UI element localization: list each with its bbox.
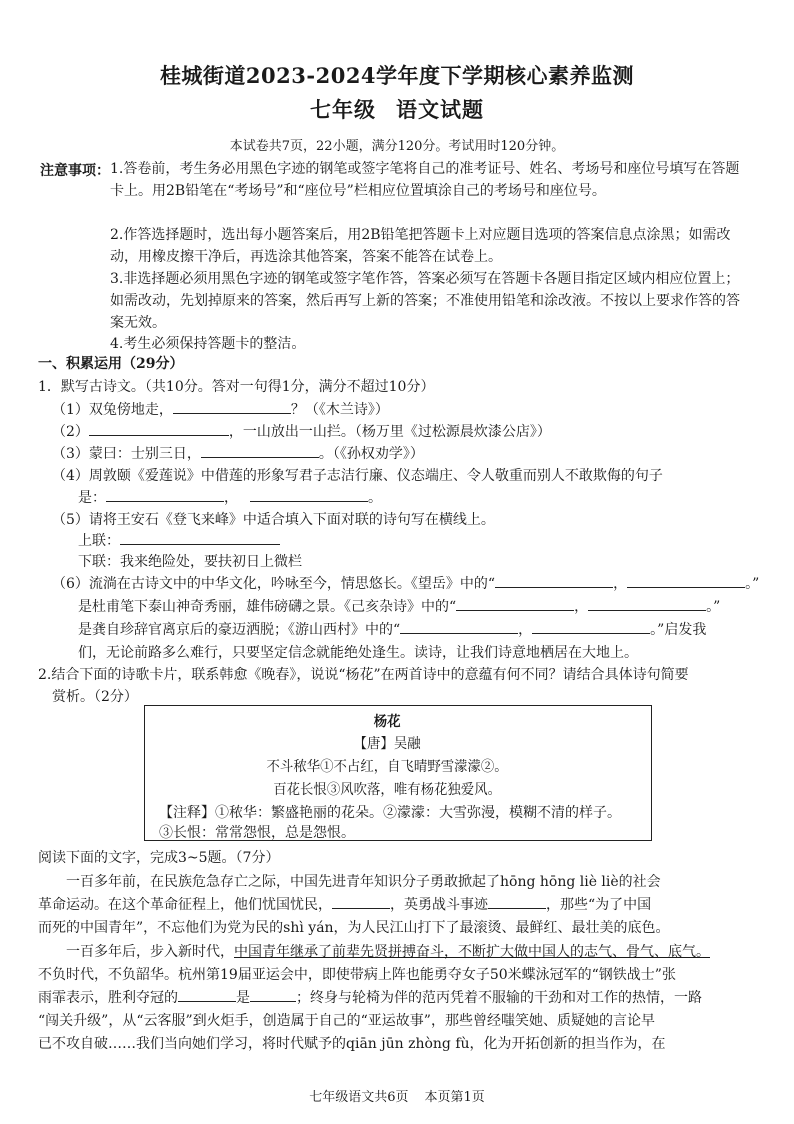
reading-text: ；终身与轮椅为伴的范丙凭着不服输的干劲和对工作的热情，一路 [296,990,702,1006]
q1-part6-text: 是龚自珍辞官离京后的豪迈洒脱；《游山西村》中的“ [78,622,401,638]
notice-item-3: 3.非选择题必须用黑色字迹的钢笔或签字笔作答，答案必须写在答题卡各题目指定区域内相应位置上；如需改动，先划掉原来的答案，然后再写上新的答案；不准使用铅笔和涂改液。不按以上要求作答的答案无效。 [110,271,740,331]
q1-part2-label: （2） [52,424,89,440]
poem-title: 杨花 [373,714,401,730]
page-footer [0,1086,794,1105]
reading-line-1: 一百多年前，在民族危急存亡之际，中国先进青年知识分子勇敢掀起了hōng hōng liè liè的社会 [66,874,661,890]
q1-part1 [52,400,389,420]
close-quote: 。” [745,576,760,592]
answer-blank[interactable] [532,620,650,634]
reading-line-2 [38,895,651,915]
q1-part6-text: 是杜甫笔下泰山神奇秀丽，雄伟磅礴之景。《己亥杂诗》中的“ [78,599,457,615]
comma: ， [574,599,589,615]
answer-blank[interactable] [173,400,291,414]
answer-blank[interactable] [106,488,224,502]
q1-part6-line4: 们，无论前路多么难行，只要坚定信念就能绝处逢生。读诗，让我们诗意地栖居在大地上。 [78,645,638,661]
comma: ， [613,576,628,592]
answer-blank[interactable] [488,895,546,909]
q1-part5-line1: （5）请将王安石《登飞来峰》中适合填入下面对联的诗句写在横线上。 [52,512,495,528]
upper-couplet-label: 上联： [78,533,120,549]
q1-part6-text: （6）流淌在古诗文中的中华文化，吟咏至今，情思悠长。《望岳》中的“ [52,576,496,592]
notice-item-2: 2.作答选择题时，选出每小题答案后，用2B铅笔把答题卡上对应题目选项的答案信息点涂黑；如需改动，用橡皮擦干净后，再选涂其他答案，答案不能答在试卷上。 [110,227,731,265]
q1-part6-line1 [52,574,759,594]
answer-blank[interactable] [588,597,706,611]
reading-line-5: 不负时代，不负韶华。杭州第19届亚运会中，即使带病上阵也能勇夺女子50米蝶泳冠军的“钢铁战士”张 [38,967,676,983]
answer-blank[interactable] [201,444,319,458]
q1-part4-label: 是： [78,490,106,506]
answer-blank[interactable] [178,988,236,1002]
footer-page-number: 本页第1页 [424,1090,485,1105]
answer-blank[interactable] [456,597,574,611]
section-1-title: 一、积累运用（29分） [38,356,184,372]
answer-blank[interactable] [120,531,280,545]
exam-title: 桂城街道2023-2024学年度下学期核心素养监测 [159,63,635,88]
q1-part1-source: ？（《木兰诗》） [290,402,389,418]
answer-blank[interactable] [495,574,613,588]
reading-line-3: 而死的中国青年”，不忘他们为党为民的shì yán，为人民江山打下了最滚烫、最鲜红、最壮美的底色。 [38,920,670,936]
reading-text: 革命运动。在这个革命征程上，他们忧国忧民， [38,897,332,913]
exam-meta: 本试卷共7页，22小题，满分120分。考试用时120分钟。 [229,139,565,154]
reading-text: 雨霏表示，胜利夺冠的 [38,990,178,1006]
notice-title: 注意事项： [40,163,110,179]
reading-line-4 [66,942,710,962]
grade-label: 七年级 [310,97,376,122]
q1-part2 [52,422,551,442]
poem-line-2: 百花长恨③风吹落，唯有杨花独爱风。 [273,782,502,798]
reading-line-7: “闯关升级”，从“云客服”到火炬手，创造属于自己的“亚运故事”，那些曾经嗤笑她、质疑她的言论早 [38,1013,655,1029]
exam-subtitle [0,94,794,124]
answer-blank[interactable] [332,895,390,909]
answer-blank[interactable] [89,422,229,436]
q1-part5-upper [78,531,280,551]
close-quote: 。”启发我 [650,622,707,638]
q1-part2-text: ，一山放出一山拦。（杨万里《过松源晨炊漆公店》） [228,424,551,440]
reading-intro: 阅读下面的文字，完成3~5题。（7分） [38,850,280,866]
close-quote: 。” [706,599,721,615]
answer-blank[interactable] [250,988,296,1002]
comma: ， [518,622,533,638]
comma: ， [224,490,238,506]
poem-note-1: 【注释】①秾华：繁盛艳丽的花朵。②濛濛：大雪弥漫，模糊不清的样子。 [159,805,621,821]
subject-label: 语文试题 [396,97,484,122]
notice-item-4: 4.考生必须保持答题卡的整洁。 [110,336,306,352]
poem-author: 【唐】吴融 [353,736,421,752]
answer-blank[interactable] [627,574,745,588]
answer-blank[interactable] [400,620,518,634]
underlined-sentence: 中国青年继承了前辈先贤拼搏奋斗，不断扩大做中国人的志气、骨气、底气。 [234,944,710,960]
answer-blank[interactable] [250,488,368,502]
reading-text: ，英勇战斗事迹 [390,897,488,913]
reading-text: 一百多年后，步入新时代， [66,944,234,960]
q1-stem: 1．默写古诗文。（共10分。答对一句得1分，满分不超过10分） [38,379,435,395]
notice-item-1: 1.答卷前，考生务必用黑色字迹的钢笔或签字笔将自己的准考证号、姓名、考场号和座位号填写在答题卡上。用2B铅笔在“考场号”和“座位号”栏相应位置填涂自己的考场号和座位号。 [110,161,740,199]
period: 。 [368,490,382,506]
q1-part3-text: （3）蒙曰：士别三日， [52,446,201,462]
q1-part1-text: （1）双兔傍地走， [52,402,173,418]
q1-part6-line3 [78,620,706,640]
reading-line-6 [38,988,702,1008]
q1-part4-line2 [78,488,382,508]
q2-stem-line2: 赏析。（2分） [52,689,138,705]
poem-line-1: 不斗秾华①不占红，自飞晴野雪濛濛②。 [266,759,508,775]
poem-note-2: ③长恨：常常怨恨，总是怨恨。 [159,825,355,841]
poem-card [144,705,652,841]
reading-text: ，那些“为了中国 [546,897,652,913]
q1-part3-source: 。（《孙权劝学》） [318,446,424,462]
q2-stem-line1: 2.结合下面的诗歌卡片，联系韩愈《晚春》，说说“杨花”在两首诗中的意蕴有何不同？请结合具体诗句简要 [38,667,689,683]
q1-part4-line1: （4）周敦颐《爱莲说》中借莲的形象写君子志洁行廉、仪态端庄、令人敬重而别人不敢欺侮的句子 [52,468,663,484]
footer-total-pages: 七年级语文共6页 [309,1090,409,1105]
q1-part6-line2 [78,597,720,617]
reading-line-8: 已不攻自破……我们当向她们学习，将时代赋予的qiān jūn zhòng fù，化为开拓创新的担当作为，在 [38,1036,666,1052]
reading-text: 是 [236,990,250,1006]
q1-part3 [52,444,424,464]
q1-part5-lower: 下联：我来绝险处，要扶初日上微栏 [78,554,302,570]
